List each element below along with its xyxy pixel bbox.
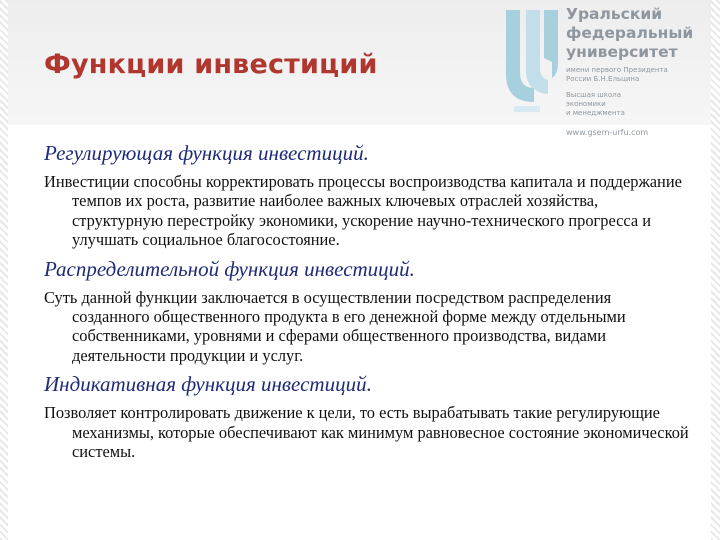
slide-content [44,140,689,461]
left-pattern-border [0,0,8,540]
section-heading-indicative: Индикативная функция инвестиций. [44,372,372,397]
university-logo [500,2,710,142]
section-text-regulating: Инвестиции способны корректировать процессы воспроизводства капитала и поддержание темпов их роста, развитие наиболее важных ключевых отраслей хозяйства, структурную перестройку экономики, ускорение научно-технического прогресса и улучшать социальное благосостояние. [44,172,682,250]
section-heading-regulating: Регулирующая функция инвестиций. [44,141,369,165]
slide-title: Функции инвестиций [44,49,378,80]
logo-school-name: Высшая школа экономики и менеджмента [566,91,625,117]
logo-university-name: Уральский федеральный университет [566,5,694,61]
logo-subtitle: имени первого Президента России Б.Н.Ельцина [566,66,668,83]
urfu-emblem-icon [500,2,564,122]
right-pattern-border [711,0,720,540]
section-heading-distributive: Распределительной функция инвестиций. [44,256,415,281]
section-text-distributive: Суть данной функции заключается в осуществлении посредством распределения созданного общественного продукта в его денежной форме между отдельными собственниками, уровнями и сферами общественного производства, видами деятельности продукции и услуг. [44,287,626,365]
section-text-indicative: Позволяет контролировать движение к цели, то есть вырабатывать такие регулирующие механизмы, которые обеспечивают как минимум равновесное состояние экономической системы. [44,403,689,462]
logo-url: www.gsem-urfu.com [566,128,649,137]
